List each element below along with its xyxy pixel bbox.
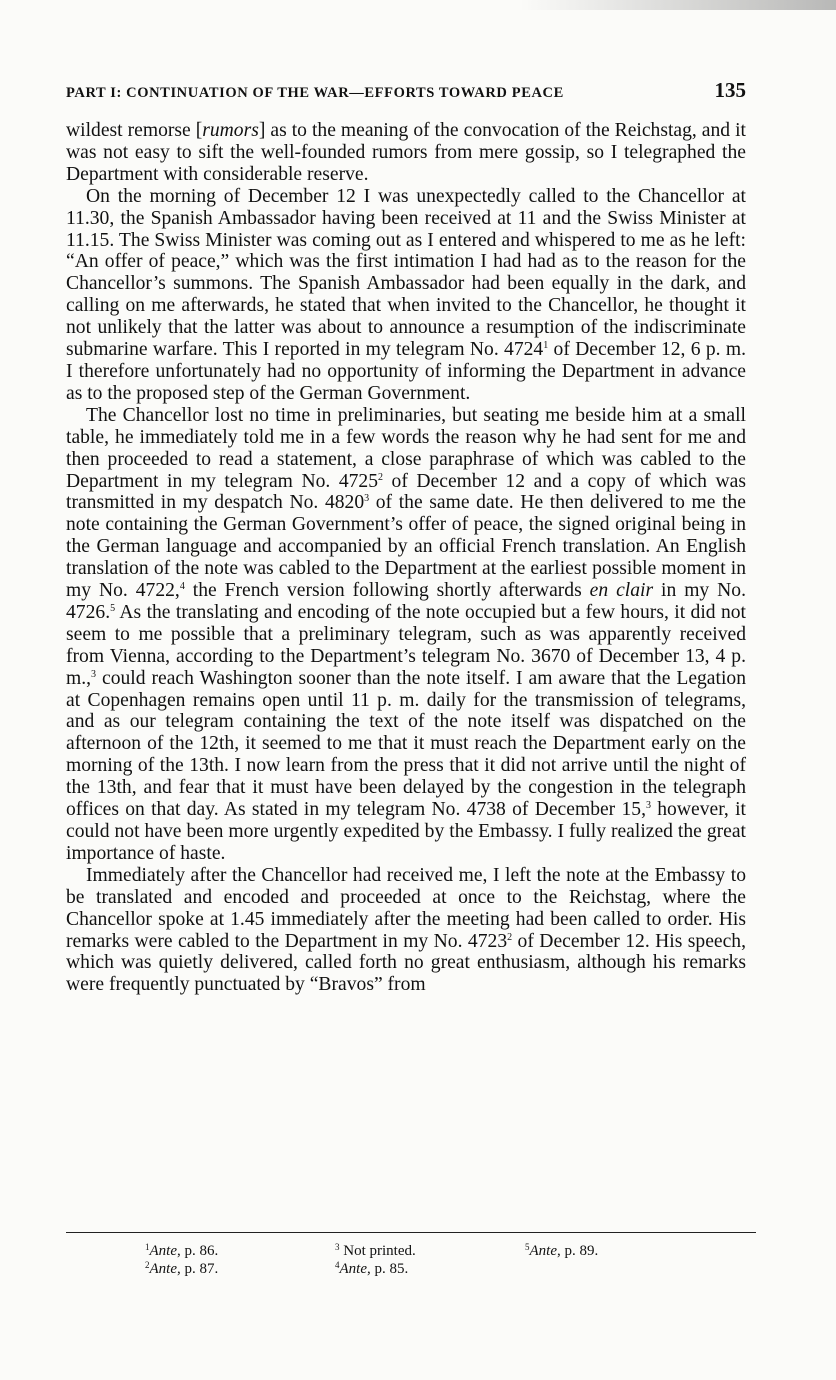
text-run: of December 12, 6 p. m. I therefore unfortunately had no opportunity of informing the Department in advance as to the proposed step of the German Government. bbox=[66, 339, 746, 404]
text-run: On the morning of December 12 I was unexpectedly called to the Chancellor at 11.30, the Spanish Ambassador having been received at 11 and the Swiss Minister at 11.15. The Swiss Minister was coming out as I entered and whispered to me as he left: “An offer of peace,” which was the first intimation I had had as to the reason for the Chancellor’s summons. The Spanish Ambassador had been equally in the dark, and calling on me afterwards, he stated that when invited to the Chancellor, he thought it not unlikely that the latter was about to announce a resumption of the indiscriminate submarine warfare. This I reported in my telegram No. 4724 bbox=[66, 185, 746, 361]
footnotes bbox=[145, 1242, 705, 1278]
footnote-ref: 2 bbox=[507, 931, 513, 943]
footnote-5 bbox=[525, 1242, 705, 1260]
footnote-mark: 4 bbox=[335, 1260, 340, 1270]
text-run: ] as to the meaning of the convocation of the Reichstag, and it was not easy to sift the well-founded rumors from mere gossip, so I telegraphed the Department with considerable reserve. bbox=[66, 120, 746, 185]
text-run: the French version following shortly afterwards bbox=[184, 580, 590, 602]
text-run: of the same date. He then delivered to me the note containing the German Government’s offer of peace, the signed original being in the German language and accompanied by an official French translation. An English translation of the note was cabled to the Department at the earliest possible moment in my No. 4722, bbox=[66, 492, 747, 602]
italic-text: en clair bbox=[589, 580, 654, 602]
text-run: The Chancellor lost no time in preliminaries, but seating me beside him at a small table, he immediately told me in a few words the reason why he had sent for me and then proceeded to read a statement, a close paraphrase of which was cabled to the Department in my telegram No. 4725 bbox=[66, 404, 746, 492]
text-run: in my No. 4726. bbox=[66, 580, 746, 623]
paragraph-4 bbox=[66, 865, 746, 996]
footnote-3 bbox=[335, 1242, 525, 1260]
footnote-ref: 4 bbox=[179, 581, 185, 593]
running-head bbox=[66, 78, 746, 108]
paragraph-2 bbox=[66, 186, 746, 405]
text-run: could reach Washington sooner than the note itself. I am aware that the Legation at Copenhagen remains open until 11 p. m. daily for the transmission of telegrams, and as our telegram containing the text of the note itself was dispatched on the afternoon of the 12th, it seemed to me that it must reach the Department early on the morning of the 13th. I now learn from the press that it did not arrive until the night of the 13th, and fear that it must have been delayed by the congestion in the telegraph offices on that day. As stated in my telegram No. 4738 of December 15, bbox=[66, 667, 746, 821]
footnote-ante: Ante bbox=[149, 1261, 177, 1277]
footnote-ref-text: , p. 89. bbox=[557, 1243, 599, 1259]
footnote-mark: 3 bbox=[335, 1242, 340, 1252]
text-run: of December 12. His speech, which was quietly delivered, called forth no great enthusiasm, although his remarks were frequently punctuated by “Bravos” from bbox=[66, 930, 746, 996]
text-run: of December 12 and a copy of which was transmitted in my despatch No. 4820 bbox=[66, 470, 746, 514]
paragraph-1 bbox=[66, 120, 746, 186]
footnote-ante: Ante bbox=[149, 1243, 177, 1259]
footnote-ante: Ante bbox=[529, 1243, 557, 1259]
document-page bbox=[66, 78, 746, 996]
footnote-ref-text: , p. 85. bbox=[367, 1261, 409, 1277]
text-run: wildest remorse [ bbox=[66, 120, 203, 141]
footnote-ref: 1 bbox=[543, 340, 549, 352]
footnote-ref: 3 bbox=[91, 668, 97, 680]
italic-text: rumors bbox=[202, 120, 259, 141]
footnote-ref-text: , p. 86. bbox=[177, 1243, 219, 1259]
text-run: however, it could not have been more urgently expedited by the Embassy. I fully realized the great importance of haste. bbox=[66, 799, 746, 864]
footnote-ref-text: Not printed. bbox=[343, 1243, 416, 1259]
text-run: As the translating and encoding of the note occupied but a few hours, it did not seem to me possible that a preliminary telegram, such as was apparently received from Vienna, according to the Department’s telegram No. 3670 of December 13, 4 p. m., bbox=[66, 601, 746, 689]
text-run: Immediately after the Chancellor had received me, I left the note at the Embassy to be translated and encoded and proceeded at once to the Reichstag, where the Chancellor spoke at 1.45 immediately after the meeting had been called to order. His remarks were cabled to the Department in my No. 4723 bbox=[66, 864, 746, 952]
footnote-ref: 5 bbox=[110, 602, 116, 614]
running-head-title: PART I: CONTINUATION OF THE WAR—EFFORTS TOWARD PEACE bbox=[66, 85, 564, 101]
body-text bbox=[66, 120, 746, 996]
paragraph-3 bbox=[66, 405, 746, 865]
footnote-4 bbox=[335, 1260, 525, 1278]
page-edge-shadow bbox=[520, 0, 836, 10]
footnote-mark: 5 bbox=[525, 1242, 530, 1252]
footnote-ante: Ante bbox=[339, 1261, 367, 1277]
footnote-ref: 3 bbox=[364, 493, 370, 505]
page-number: 135 bbox=[714, 78, 746, 102]
footnote-mark: 2 bbox=[145, 1260, 150, 1270]
footnote-1 bbox=[145, 1242, 335, 1260]
footnote-mark: 1 bbox=[145, 1242, 150, 1252]
footnote-ref: 3 bbox=[645, 800, 651, 812]
footnote-ref-text: , p. 87. bbox=[177, 1261, 219, 1277]
footnote-divider bbox=[66, 1232, 756, 1233]
footnote-2 bbox=[145, 1260, 335, 1278]
footnote-ref: 2 bbox=[378, 471, 384, 483]
